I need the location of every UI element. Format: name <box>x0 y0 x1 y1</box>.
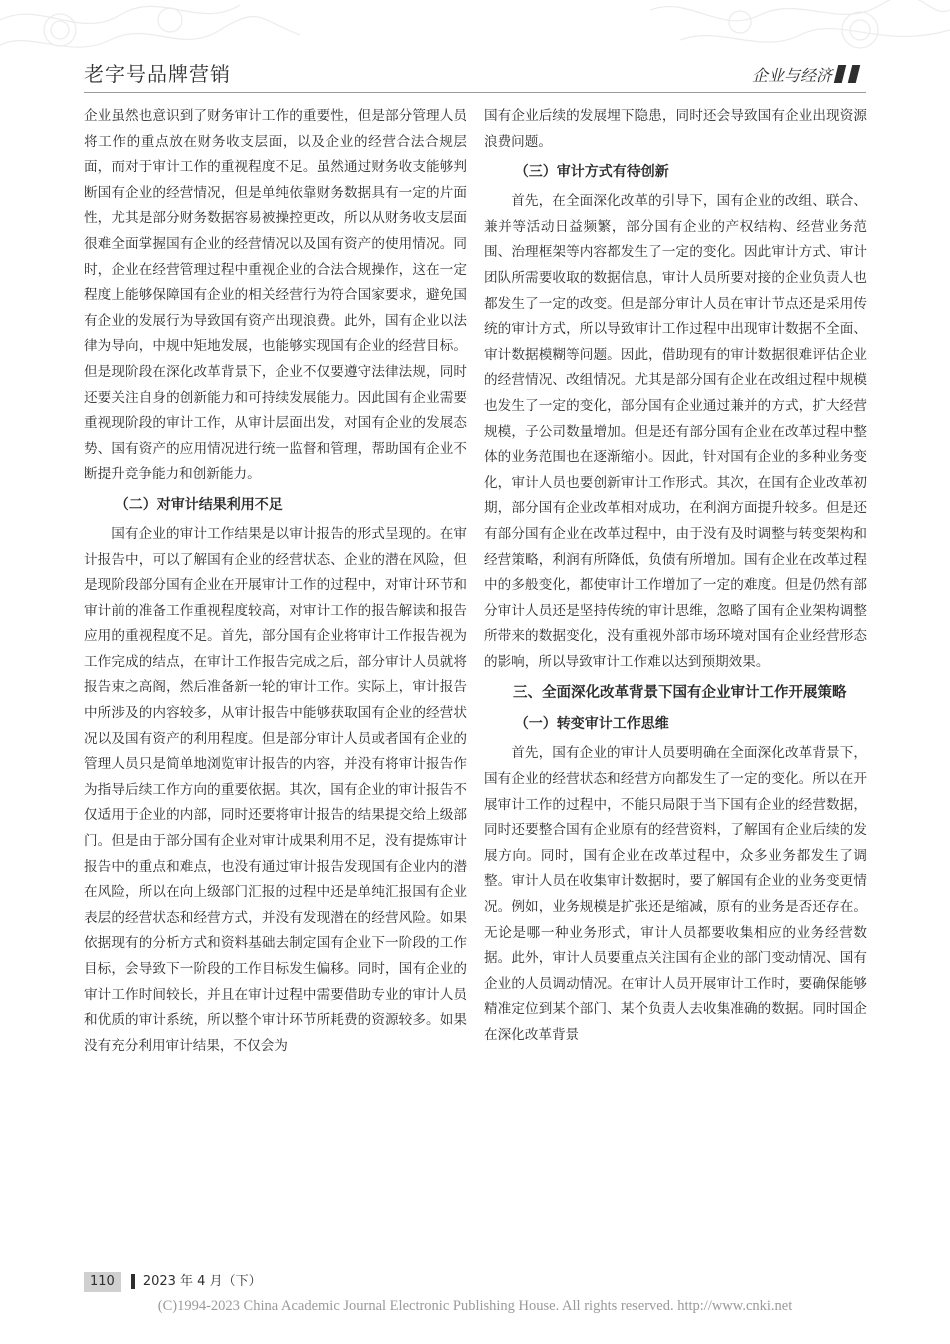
paragraph: 国有企业后续的发展埋下隐患，同时还会导致国有企业出现资源浪费问题。 <box>484 108 867 150</box>
footer-separator <box>131 1274 135 1289</box>
section-title: 企业与经济 <box>751 66 832 85</box>
paragraph: 国有企业的审计工作结果是以审计报告的形式呈现的。在审计报告中，可以了解国有企业的经营状态、企业的潜在风险，但是现阶段部分国有企业在开展审计工作的过程中，对审计环节和审计前的准备工作重视程度较高，对审计工作的报告解读和报告应用的重视程度不足。首先，部分国有企业将审计工作报告视为工作完成的结点，在审计工作报告完成之后，部分审计人员就将报告束之高阁，然后准备新一轮的审计工作。实际上，审计报告中所涉及的内容较多，从审计报告中能够获取国有企业的经营状况以及国有资产的利用程度。但是部分审计人员或者国有企业的管理人员只是简单地浏览审计报告的内容，并没有将审计报告作为指导后续工作方向的重要依据。其次，国有企业的审计报告不仅适用于企业的内部，同时还要将审计报告的结果提交给上级部门。但是由于部分国有企业对审计成果利用不足，没有提炼审计报告中的重点和难点，也没有通过审计报告发现国有企业内的潜在风险，所以在向上级部门汇报的过程中还是单纯汇报国有企业表层的经营状态和经营方式，并没有发现潜在的经营风险。如果依据现有的分析方式和资料基础去制定国有企业下一阶段的工作目标，会导致下一阶段的工作目标发生偏移。同时，国有企业的审计工作时间较长，并且在审计过程中需要借助专业的审计人员和优质的审计系统，所以整个审计环节所耗费的资源较多。如果没有充分利用审计结果，不仅会为 <box>84 525 467 1054</box>
paragraph: 首先，在全面深化改革的引导下，国有企业的改组、联合、兼并等活动日益频繁，部分国有企业的产权结构、经营业务范围、治理框架等内容都发生了一定的变化。因此审计方式、审计团队所需要收取的数据信息，审计人员所要对接的企业负责人也都发生了一定的改变。但是部分审计人员在审计节点还是采用传统的审计方式，所以导致审计工作过程中出现审计数据不全面、审计数据模糊等问题。因此，借助现有的审计数据很难评估企业的经营情况、改组情况。尤其是部分国有企业在改组过程中规模也发生了一定的变化，部分国有企业通过兼并的方式，扩大经营规模，子公司数量增加。但是还有部分国有企业在改革过程中整体的业务范围也在逐渐缩小。因此，针对国有企业的多种业务变化，审计人员也要创新审计工作形式。其次，在国有企业改革初期，部分国有企业改革相对成功，在利润方面提升较多。但是还有部分国有企业在改革过程中，由于没有及时调整与转变架构和经营策略，利润有所降低，负债有所增加。国有企业在改革过程中的多般变化，都使审计工作增加了一定的难度。但是仍然有部分审计人员还是坚持传统的审计思维，忽略了国有企业架构调整所带来的数据变化，没有重视外部市场环境对国有企业经营形态的影响，所以导致审计工作难以达到预期效果。 <box>484 193 867 670</box>
subsection-heading: （二）对审计结果利用不足 <box>114 496 283 513</box>
paragraph: 首先，国有企业的审计人员要明确在全面深化改革背景下，国有企业的经营状态和经营方向都发生了一定的变化。所以在开展审计工作的过程中，不能只局限于当下国有企业的经营数据，同时还要整合国有企业原有的经营资料，了解国有企业后续的发展方向。同时，国有企业在改革过程中，众多业务都发生了调整。审计人员在收集审计数据时，要了解国有企业的业务变更情况。例如，业务规模是扩张还是缩减，原有的业务是否还存在。无论是哪一种业务形式，审计人员都要收集相应的业务经营数据。此外，审计人员要重点关注国有企业的部门变动情况、国有企业的人员调动情况。在审计人员开展审计工作时，要确保能够精准定位到某个部门、某个负责人去收集准确的数据。同时国企在深化改革背景 <box>484 745 867 1043</box>
left-column <box>84 104 467 1059</box>
right-column <box>484 104 867 1049</box>
journal-title: 老字号品牌营销 <box>84 62 231 86</box>
issue-date: 2023 年 4 月（下） <box>142 1274 262 1289</box>
paragraph: 企业虽然也意识到了财务审计工作的重要性，但是部分管理人员将工作的重点放在财务收支层面，以及企业的经营合法合规层面，而对于审计工作的重视程度不足。虽然通过财务收支能够判断国有企业的经营情况，但是单纯依靠财务数据具有一定的片面性，尤其是部分财务数据容易被操控更改，所以从财务收支层面很难全面掌握国有企业的经营情况以及国有资产的使用情况。同时，企业在经营管理过程中重视企业的合法合规操作，这在一定程度上能够保障国有企业的相关经营行为符合国家要求，避免国有企业的发展行为导致国有资产出现浪费。此外，国有企业以法律为导向，中规中矩地发展，也能够实现国有企业的经营目标。但是现阶段在深化改革背景下，企业不仅要遵守法律法规，同时还要关注自身的创新能力和可持续发展能力。因此国有企业需要重视现阶段的审计工作，从审计层面出发，对国有企业的发展态势、国有资产的应用情况进行统一监督和管理，帮助国有企业不断提升竞争能力和创新能力。 <box>84 108 467 483</box>
subsection-heading: （一）转变审计工作思维 <box>514 716 669 733</box>
header-divider <box>84 92 866 93</box>
page-header <box>0 0 950 100</box>
subsection-heading: （三）审计方式有待创新 <box>514 164 669 181</box>
section-bars-icon <box>834 65 866 83</box>
section-heading: 三、全面深化改革背景下国有企业审计工作开展策略 <box>513 685 847 702</box>
copyright-notice: (C)1994-2023 China Academic Journal Electronic Publishing House. All rights reserved. http://www.cnki.net <box>157 1298 793 1314</box>
page-number: 110 <box>84 1272 121 1292</box>
page-footer <box>84 1272 262 1292</box>
